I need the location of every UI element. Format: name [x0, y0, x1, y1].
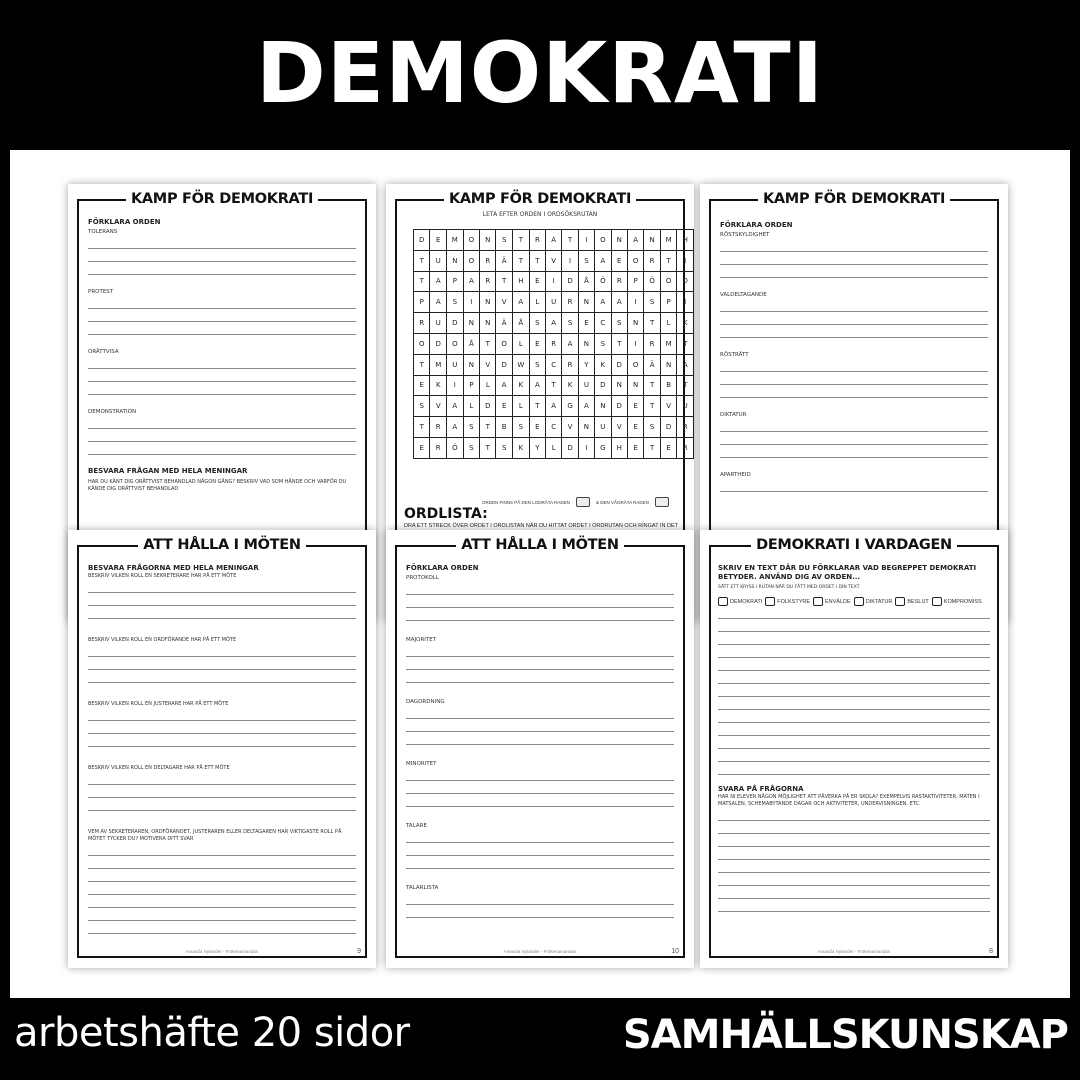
page-title: KAMP FÖR DEMOKRATI: [126, 191, 318, 207]
grid-cell: E: [627, 396, 643, 417]
section-heading: BESVARA FRÅGORNA MED HELA MENINGAR: [88, 564, 259, 572]
grid-cell: T: [677, 375, 694, 396]
grid-cell: V: [562, 417, 578, 438]
grid-cell: T: [480, 417, 496, 438]
grid-cell: S: [447, 292, 464, 313]
word-label: PROTOKOLL: [406, 575, 439, 581]
section-heading: FÖRKLARA ORDEN: [406, 564, 479, 572]
word-search-grid: [413, 229, 694, 459]
grid-cell: B: [496, 417, 512, 438]
grid-cell: M: [660, 333, 677, 354]
grid-row: [414, 230, 694, 251]
grid-cell: S: [496, 437, 512, 458]
grid-cell: A: [595, 292, 611, 313]
grid-cell: D: [430, 333, 447, 354]
grid-row: [414, 250, 694, 271]
grid-cell: N: [660, 354, 677, 375]
grid-cell: U: [578, 375, 594, 396]
grid-cell: R: [480, 250, 496, 271]
grid-cell: A: [529, 375, 545, 396]
grid-cell: Y: [529, 437, 545, 458]
worksheet-page-5: [386, 530, 694, 968]
checkbox-envalde[interactable]: ENVÄLDE: [813, 597, 851, 606]
question-text: BESKRIV VILKEN ROLL EN SEKRETERARE HAR PÅ ETT MÖTE: [88, 573, 237, 579]
grid-cell: E: [627, 437, 643, 458]
grid-cell: T: [414, 250, 430, 271]
grid-cell: I: [546, 271, 562, 292]
grid-cell: I: [447, 375, 464, 396]
grid-cell: M: [447, 230, 464, 251]
grid-cell: T: [562, 230, 578, 251]
grid-row: [414, 417, 694, 438]
grid-cell: Ä: [644, 354, 660, 375]
subject-label: SAMHÄLLSKUNSKAP: [622, 1012, 1068, 1058]
grid-cell: L: [529, 292, 545, 313]
legend-vertical: ORDEN FINNS PÅ DEN LODRÄTA RADEN: [482, 499, 570, 505]
grid-cell: R: [414, 313, 430, 334]
grid-cell: I: [578, 230, 594, 251]
grid-cell: T: [644, 375, 660, 396]
grid-cell: L: [480, 375, 496, 396]
word-label: APARTHEID: [720, 472, 751, 478]
grid-cell: P: [447, 271, 464, 292]
grid-cell: N: [480, 292, 496, 313]
arrow-down-icon: [576, 497, 590, 507]
grid-cell: P: [414, 292, 430, 313]
grid-cell: A: [595, 250, 611, 271]
grid-cell: A: [627, 230, 643, 251]
page-subtitle: LETA EFTER ORDEN I ORDSÖKSRUTAN: [482, 211, 598, 218]
grid-cell: D: [562, 437, 578, 458]
grid-cell: B: [660, 375, 677, 396]
grid-cell: C: [546, 417, 562, 438]
word-list-instruction: DRA ETT STRECK ÖVER ORDET I ORDLISTAN NÄR DU HITTAT ORDET I ORDRUTAN OCH RINGAT IN DET: [404, 523, 679, 529]
grid-cell: Ö: [447, 437, 464, 458]
grid-cell: M: [660, 230, 677, 251]
arrow-right-icon: [655, 497, 669, 507]
word-label: TOLERANS: [88, 229, 118, 235]
grid-cell: S: [463, 417, 479, 438]
grid-cell: R: [611, 271, 627, 292]
grid-cell: R: [562, 292, 578, 313]
page-title: DEMOKRATI I VARDAGEN: [751, 537, 957, 553]
checkbox-list: [718, 597, 990, 606]
grid-cell: T: [546, 375, 562, 396]
grid-cell: U: [447, 354, 464, 375]
grid-cell: V: [611, 417, 627, 438]
grid-cell: E: [627, 417, 643, 438]
grid-cell: H: [512, 271, 529, 292]
grid-cell: A: [546, 230, 562, 251]
word-list-heading: ORDLISTA:: [404, 506, 488, 522]
grid-cell: N: [627, 313, 643, 334]
grid-cell: A: [430, 292, 447, 313]
grid-cell: N: [480, 230, 496, 251]
grid-cell: P: [463, 375, 479, 396]
grid-cell: I: [463, 292, 479, 313]
word-label: DEMONSTRATION: [88, 409, 137, 415]
grid-cell: M: [430, 354, 447, 375]
grid-cell: R: [480, 271, 496, 292]
grid-cell: O: [627, 354, 643, 375]
grid-cell: T: [414, 417, 430, 438]
grid-cell: S: [414, 396, 430, 417]
grid-cell: R: [677, 417, 694, 438]
grid-cell: A: [578, 396, 594, 417]
grid-cell: D: [480, 396, 496, 417]
product-title: DEMOKRATI: [256, 24, 824, 122]
grid-cell: D: [414, 230, 430, 251]
grid-cell: O: [447, 333, 464, 354]
grid-cell: U: [595, 417, 611, 438]
word-label: TALARE: [406, 823, 427, 829]
grid-cell: R: [529, 230, 545, 251]
page-count-label: arbetshäfte 20 sidor: [14, 1010, 410, 1056]
legend-horizontal: & DEN VÅGRÄTA RADEN: [595, 499, 649, 505]
page-number: 9: [357, 948, 361, 955]
grid-cell: V: [660, 396, 677, 417]
grid-cell: N: [463, 354, 479, 375]
intro-text: SKRIV EN TEXT DÄR DU FÖRKLARAR VAD BEGREPPET DEMOKRATI BETYDER. ANVÄND DIG AV ORDEN...: [718, 564, 977, 581]
checkbox-diktatur[interactable]: DIKTATUR: [854, 597, 893, 606]
grid-cell: E: [496, 396, 512, 417]
grid-cell: T: [644, 313, 660, 334]
grid-cell: A: [611, 292, 627, 313]
grid-cell: D: [447, 313, 464, 334]
question-text: HAR DU KÄNT DIG ORÄTTVIST BEHANDLAD NÅGON GÅNG? BESKRIV VAD SOM HÄNDE OCH VARFÖR DU KÄNDE DIG ORÄTTVIST BEHANDLAD: [88, 479, 347, 492]
word-label: MAJORITET: [406, 637, 437, 643]
grid-cell: A: [447, 417, 464, 438]
grid-cell: T: [414, 271, 430, 292]
grid-cell: G: [595, 437, 611, 458]
grid-cell: T: [529, 250, 545, 271]
grid-cell: L: [660, 313, 677, 334]
grid-cell: U: [430, 313, 447, 334]
grid-cell: V: [496, 292, 512, 313]
word-label: RÖSTRÄTT: [720, 352, 749, 358]
question-text: VEM AV SEKRETERAREN, ORDFÖRANDET, JUSTERAREN ELLER DELTAGAREN HAR VIKTIGASTE ROLL PÅ MÖTET TYCKER DU? MOTIVERA DITT SVAR: [88, 829, 342, 842]
page-title: KAMP FÖR DEMOKRATI: [444, 191, 636, 207]
grid-cell: S: [595, 333, 611, 354]
grid-cell: W: [512, 354, 529, 375]
grid-cell: S: [529, 313, 545, 334]
grid-cell: R: [644, 250, 660, 271]
grid-cell: T: [644, 396, 660, 417]
grid-cell: A: [546, 396, 562, 417]
grid-cell: Å: [463, 333, 479, 354]
question-heading: BESVARA FRÅGAN MED HELA MENINGAR: [88, 467, 248, 475]
grid-cell: D: [677, 271, 694, 292]
grid-row: [414, 354, 694, 375]
grid-cell: K: [512, 437, 529, 458]
grid-cell: E: [578, 313, 594, 334]
grid-cell: L: [546, 437, 562, 458]
grid-cell: K: [562, 375, 578, 396]
grid-cell: U: [677, 396, 694, 417]
worksheet-page-4: [68, 530, 376, 968]
grid-cell: T: [512, 230, 529, 251]
question-text: BESKRIV VILKEN ROLL EN ORDFÖRANDE HAR PÅ ETT MÖTE: [88, 637, 237, 643]
grid-cell: D: [595, 375, 611, 396]
word-label: VALDELTAGANDE: [720, 292, 767, 298]
grid-cell: I: [677, 250, 694, 271]
question-text: BESKRIV VILKEN ROLL EN DELTAGARE HAR PÅ ETT MÖTE: [88, 765, 230, 771]
grid-cell: V: [430, 396, 447, 417]
grid-cell: T: [660, 250, 677, 271]
grid-cell: E: [414, 437, 430, 458]
grid-cell: T: [414, 354, 430, 375]
preview-panel: [10, 150, 1070, 998]
grid-cell: S: [644, 417, 660, 438]
word-label: ORÄTTVISA: [88, 349, 119, 355]
checkbox-folkstyre[interactable]: FOLKSTYRE: [765, 597, 810, 606]
grid-cell: T: [644, 437, 660, 458]
grid-cell: V: [480, 354, 496, 375]
grid-cell: T: [611, 333, 627, 354]
grid-cell: Ö: [644, 271, 660, 292]
grid-cell: L: [512, 333, 529, 354]
grid-cell: A: [463, 271, 479, 292]
grid-cell: A: [447, 396, 464, 417]
grid-cell: D: [611, 396, 627, 417]
grid-cell: E: [414, 375, 430, 396]
grid-cell: Å: [512, 313, 529, 334]
page-footer: Amanda Nylander - Frökenamandan: [817, 949, 891, 954]
grid-cell: A: [430, 271, 447, 292]
grid-cell: U: [546, 292, 562, 313]
grid-cell: I: [677, 292, 694, 313]
grid-cell: K: [430, 375, 447, 396]
grid-cell: T: [496, 271, 512, 292]
grid-cell: L: [463, 396, 479, 417]
page-footer: Amanda Nylander - Frökenamandan: [503, 949, 577, 954]
grid-cell: N: [578, 292, 594, 313]
grid-cell: G: [562, 396, 578, 417]
page-number: 8: [989, 948, 993, 955]
grid-cell: I: [627, 292, 643, 313]
grid-cell: T: [677, 333, 694, 354]
grid-cell: D: [611, 354, 627, 375]
grid-cell: N: [595, 396, 611, 417]
grid-cell: E: [611, 250, 627, 271]
grid-cell: T: [529, 396, 545, 417]
grid-cell: I: [562, 250, 578, 271]
grid-cell: N: [578, 333, 594, 354]
grid-cell: O: [463, 250, 479, 271]
grid-cell: E: [529, 271, 545, 292]
section-heading: FÖRKLARA ORDEN: [720, 221, 793, 229]
page-footer: Amanda Nylander - Frökenamandan: [185, 949, 259, 954]
grid-cell: N: [644, 230, 660, 251]
grid-cell: E: [529, 333, 545, 354]
grid-cell: O: [627, 250, 643, 271]
grid-row: [414, 375, 694, 396]
grid-cell: S: [578, 250, 594, 271]
grid-cell: T: [480, 437, 496, 458]
grid-cell: A: [677, 354, 694, 375]
checkbox-demokrati[interactable]: DEMOKRATI: [718, 597, 762, 606]
grid-cell: H: [611, 437, 627, 458]
grid-cell: N: [463, 313, 479, 334]
grid-cell: I: [578, 437, 594, 458]
grid-cell: Ö: [595, 271, 611, 292]
grid-cell: N: [578, 417, 594, 438]
grid-cell: S: [463, 437, 479, 458]
grid-cell: A: [546, 313, 562, 334]
grid-cell: N: [627, 375, 643, 396]
grid-cell: K: [677, 313, 694, 334]
page-title: ATT HÅLLA I MÖTEN: [138, 537, 305, 553]
grid-cell: D: [562, 271, 578, 292]
word-label: RÖSTSKYLDIGHET: [720, 232, 770, 238]
grid-cell: O: [463, 230, 479, 251]
grid-cell: D: [496, 354, 512, 375]
grid-cell: C: [595, 313, 611, 334]
grid-row: [414, 437, 694, 458]
grid-cell: R: [562, 354, 578, 375]
grid-cell: N: [611, 375, 627, 396]
grid-cell: S: [512, 417, 529, 438]
grid-cell: C: [546, 354, 562, 375]
grid-cell: T: [512, 250, 529, 271]
grid-row: [414, 271, 694, 292]
grid-cell: O: [660, 271, 677, 292]
grid-cell: N: [611, 230, 627, 251]
word-label: MINORITET: [406, 761, 437, 767]
grid-cell: U: [430, 250, 447, 271]
grid-cell: R: [644, 333, 660, 354]
grid-row: [414, 396, 694, 417]
grid-cell: E: [660, 437, 677, 458]
grid-cell: R: [430, 417, 447, 438]
question-heading: SVARA PÅ FRÅGORNA: [718, 785, 804, 793]
word-label: DIKTATUR: [720, 412, 747, 418]
grid-cell: R: [546, 333, 562, 354]
grid-cell: E: [430, 230, 447, 251]
checkbox-kompromiss[interactable]: KOMPROMISS: [932, 597, 982, 606]
grid-cell: Ä: [496, 313, 512, 334]
word-label: TALARLISTA: [406, 885, 439, 891]
grid-cell: K: [595, 354, 611, 375]
grid-row: [414, 313, 694, 334]
grid-cell: O: [595, 230, 611, 251]
grid-cell: P: [627, 271, 643, 292]
grid-cell: H: [677, 230, 694, 251]
grid-cell: I: [627, 333, 643, 354]
page-title: KAMP FÖR DEMOKRATI: [758, 191, 950, 207]
page-number: 10: [671, 948, 679, 955]
instruction-text: SÄTT ETT KRYSS I RUTAN NÄR DU FÅTT MED ORDET I DIN TEXT: [718, 585, 860, 590]
grid-cell: R: [430, 437, 447, 458]
grid-cell: S: [644, 292, 660, 313]
grid-cell: A: [496, 375, 512, 396]
word-label: DAGORDNING: [406, 699, 445, 705]
question-text: HAR NI ELEVER NÅGON MÖJLIGHET ATT PÅVERKA PÅ ER SKOLA? EXEMPELVIS RASTAKTIVITETER, MATEN I MATSALEN, SCHEMABYTANDE DAGAR OCH AKTIVITETER, UNDERVISNINGEN, ETC.: [718, 794, 980, 807]
grid-cell: L: [512, 396, 529, 417]
legend: [482, 497, 669, 507]
grid-cell: Å: [578, 271, 594, 292]
grid-cell: R: [677, 437, 694, 458]
grid-cell: N: [447, 250, 464, 271]
grid-cell: S: [529, 354, 545, 375]
grid-cell: D: [660, 417, 677, 438]
word-label: PROTEST: [88, 289, 114, 295]
grid-row: [414, 292, 694, 313]
grid-cell: Ä: [496, 250, 512, 271]
grid-row: [414, 333, 694, 354]
grid-cell: N: [480, 313, 496, 334]
grid-cell: T: [480, 333, 496, 354]
grid-cell: A: [512, 292, 529, 313]
page-title: ATT HÅLLA I MÖTEN: [456, 537, 623, 553]
checkbox-beslut[interactable]: BESLUT: [895, 597, 928, 606]
grid-cell: K: [512, 375, 529, 396]
grid-cell: E: [529, 417, 545, 438]
grid-cell: O: [414, 333, 430, 354]
grid-cell: P: [660, 292, 677, 313]
grid-cell: S: [496, 230, 512, 251]
grid-cell: V: [546, 250, 562, 271]
question-text: BESKRIV VILKEN ROLL EN JUSTERARE HAR PÅ ETT MÖTE: [88, 701, 229, 707]
grid-cell: Y: [578, 354, 594, 375]
grid-cell: O: [496, 333, 512, 354]
grid-cell: S: [562, 313, 578, 334]
grid-cell: A: [562, 333, 578, 354]
section-heading: FÖRKLARA ORDEN: [88, 218, 161, 226]
worksheet-page-6: [700, 530, 1008, 968]
grid-cell: S: [611, 313, 627, 334]
